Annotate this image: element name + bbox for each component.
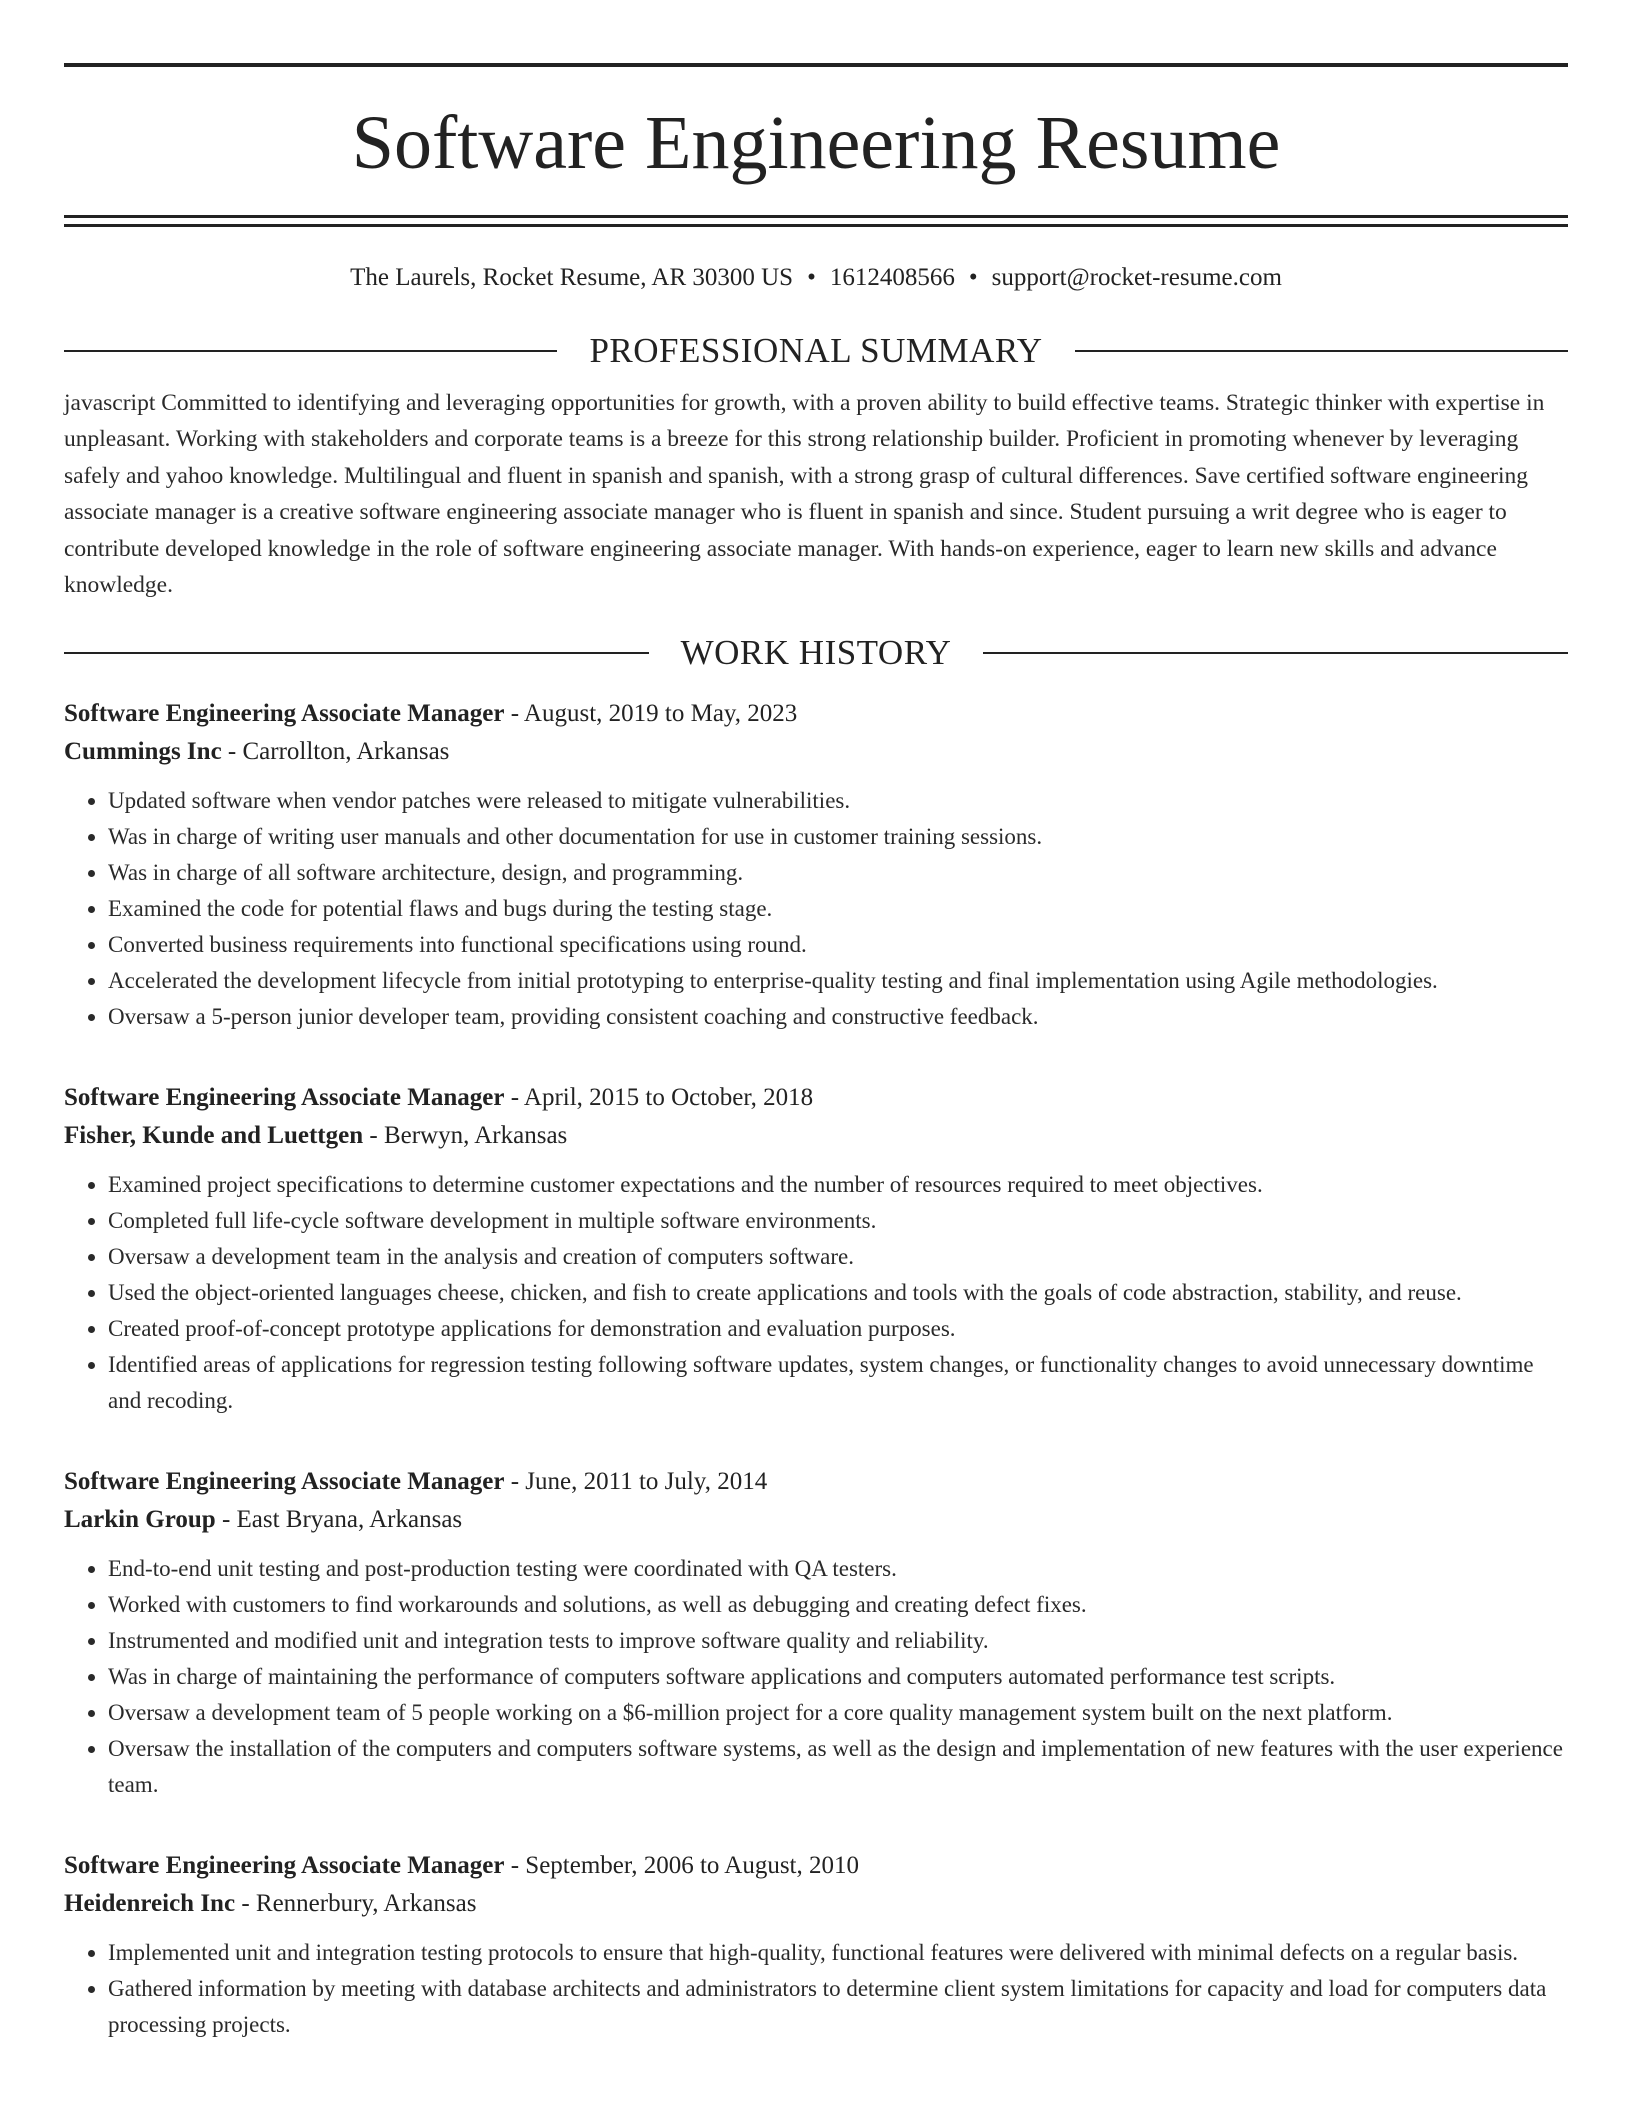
job-title-line <box>64 1847 1568 1885</box>
duty-item: • Was in charge of maintaining the performance of computers software applications and computers automated performance test scripts. <box>108 1659 1568 1695</box>
job-title: Software Engineering Associate Manager <box>64 700 505 728</box>
job-company-line <box>64 1501 1568 1539</box>
job-company: Heidenreich Inc <box>64 1890 236 1918</box>
job-duties <box>64 1167 1568 1419</box>
job-company-line <box>64 1885 1568 1923</box>
duty-item: • Oversaw a development team of 5 people working on a $6-million project for a core quality management system built on the next platform. <box>108 1695 1568 1731</box>
duty-item: • Examined the code for potential flaws and bugs during the testing stage. <box>108 891 1568 927</box>
duty-item: • Was in charge of writing user manuals and other documentation for use in customer training sessions. <box>108 819 1568 855</box>
job-duties <box>64 1551 1568 1803</box>
duty-item: • Completed full life-cycle software development in multiple software environments. <box>108 1203 1568 1239</box>
job-dates: - August, 2019 to May, 2023 <box>504 700 798 728</box>
job-location: - Rennerbury, Arkansas <box>235 1890 477 1918</box>
job-company: Fisher, Kunde and Luettgen <box>64 1122 364 1150</box>
duty-item: • Was in charge of all software architecture, design, and programming. <box>108 855 1568 891</box>
duty-item: • Gathered information by meeting with database architects and administrators to determine client system limitations for capacity and load for computers data processing projects. <box>108 1971 1568 2043</box>
contact-email: support@rocket-resume.com <box>991 264 1282 291</box>
contact-address: The Laurels, Rocket Resume, AR 30300 US <box>350 264 794 291</box>
job-title: Software Engineering Associate Manager <box>64 1468 505 1496</box>
contact-separator: • <box>807 264 816 291</box>
job-entry <box>64 1847 1568 2043</box>
contact-phone: 1612408566 <box>829 264 955 291</box>
heading-rule-right <box>1075 350 1568 352</box>
job-title-line <box>64 1079 1568 1117</box>
heading-rule-right <box>983 652 1568 654</box>
work-section-heading <box>64 633 1568 673</box>
resume-title: Software Engineering Resume <box>351 101 1281 185</box>
duty-item: • End-to-end unit testing and post-production testing were coordinated with QA testers. <box>108 1551 1568 1587</box>
work-heading-label: WORK HISTORY <box>680 633 952 673</box>
job-location: - Carrollton, Arkansas <box>221 738 450 766</box>
summary-heading-label: PROFESSIONAL SUMMARY <box>589 331 1043 370</box>
job-entry <box>64 1079 1568 1419</box>
job-location: - East Bryana, Arkansas <box>215 1506 463 1534</box>
heading-rule-left <box>64 350 557 352</box>
contact-separator: • <box>968 264 978 291</box>
heading-rule-left <box>64 652 649 654</box>
job-dates: - April, 2015 to October, 2018 <box>504 1084 814 1112</box>
job-entry <box>64 695 1568 1035</box>
duty-item: • Created proof-of-concept prototype applications for demonstration and evaluation purposes. <box>108 1311 1568 1347</box>
duty-item: • Updated software when vendor patches were released to mitigate vulnerabilities. <box>108 783 1568 819</box>
duty-item: • Accelerated the development lifecycle from initial prototyping to enterprise-quality testing and final implementation using Agile methodologies. <box>108 963 1568 999</box>
duty-item: • Identified areas of applications for regression testing following software updates, system changes, or functionality changes to avoid unnecessary downtime and recoding. <box>108 1347 1568 1419</box>
duty-item: • Examined project specifications to determine customer expectations and the number of resources required to meet objectives. <box>108 1167 1568 1203</box>
work-history-list <box>64 695 1568 2043</box>
job-company-line <box>64 1117 1568 1155</box>
job-title-line <box>64 695 1568 733</box>
job-company-line <box>64 733 1568 771</box>
job-company: Cummings Inc <box>64 738 222 766</box>
summary-section-heading <box>64 331 1568 371</box>
job-title: Software Engineering Associate Manager <box>64 1084 505 1112</box>
duty-item: • Oversaw a development team in the analysis and creation of computers software. <box>108 1239 1568 1275</box>
job-entry <box>64 1463 1568 1803</box>
top-rule <box>64 63 1568 67</box>
job-location: - Berwyn, Arkansas <box>363 1122 568 1150</box>
duty-item: • Converted business requirements into functional specifications using round. <box>108 927 1568 963</box>
duty-item: • Instrumented and modified unit and integration tests to improve software quality and reliability. <box>108 1623 1568 1659</box>
duty-item: • Oversaw a 5-person junior developer team, providing consistent coaching and constructive feedback. <box>108 999 1568 1035</box>
job-title-line <box>64 1463 1568 1501</box>
job-duties <box>64 783 1568 1035</box>
summary-text: javascript Committed to identifying and leveraging opportunities for growth, with a proven ability to build effective teams. Strategic thinker with expertise in unpleasant. Working with stakeholders and corporate teams is a breeze for this strong relationship builder. Proficient in promoting whenever by leveraging safely and yahoo knowledge. Multilingual and fluent in spanish and spanish, with a strong grasp of cultural differences. Save certified software engineering associate manager is a creative software engineering associate manager who is fluent in spanish and since. Student pursuing a writ degree who is eager to contribute developed knowledge in the role of software engineering associate manager. With hands-on experience, eager to learn new skills and advance knowledge. <box>64 390 1545 599</box>
job-title: Software Engineering Associate Manager <box>64 1852 505 1880</box>
title-double-rule <box>64 215 1568 227</box>
duty-item: • Oversaw the installation of the computers and computers software systems, as well as the design and implementation of new features with the user experience team. <box>108 1731 1568 1803</box>
contact-line <box>64 263 1568 293</box>
duty-item: • Used the object-oriented languages cheese, chicken, and fish to create applications and tools with the goals of code abstraction, stability, and reuse. <box>108 1275 1568 1311</box>
duty-item: • Worked with customers to find workarounds and solutions, as well as debugging and creating defect fixes. <box>108 1587 1568 1623</box>
job-duties <box>64 1935 1568 2043</box>
job-company: Larkin Group <box>64 1506 216 1534</box>
job-dates: - June, 2011 to July, 2014 <box>504 1468 768 1496</box>
duty-item: • Implemented unit and integration testing protocols to ensure that high-quality, functional features were delivered with minimal defects on a regular basis. <box>108 1935 1568 1971</box>
job-dates: - September, 2006 to August, 2010 <box>504 1852 859 1880</box>
